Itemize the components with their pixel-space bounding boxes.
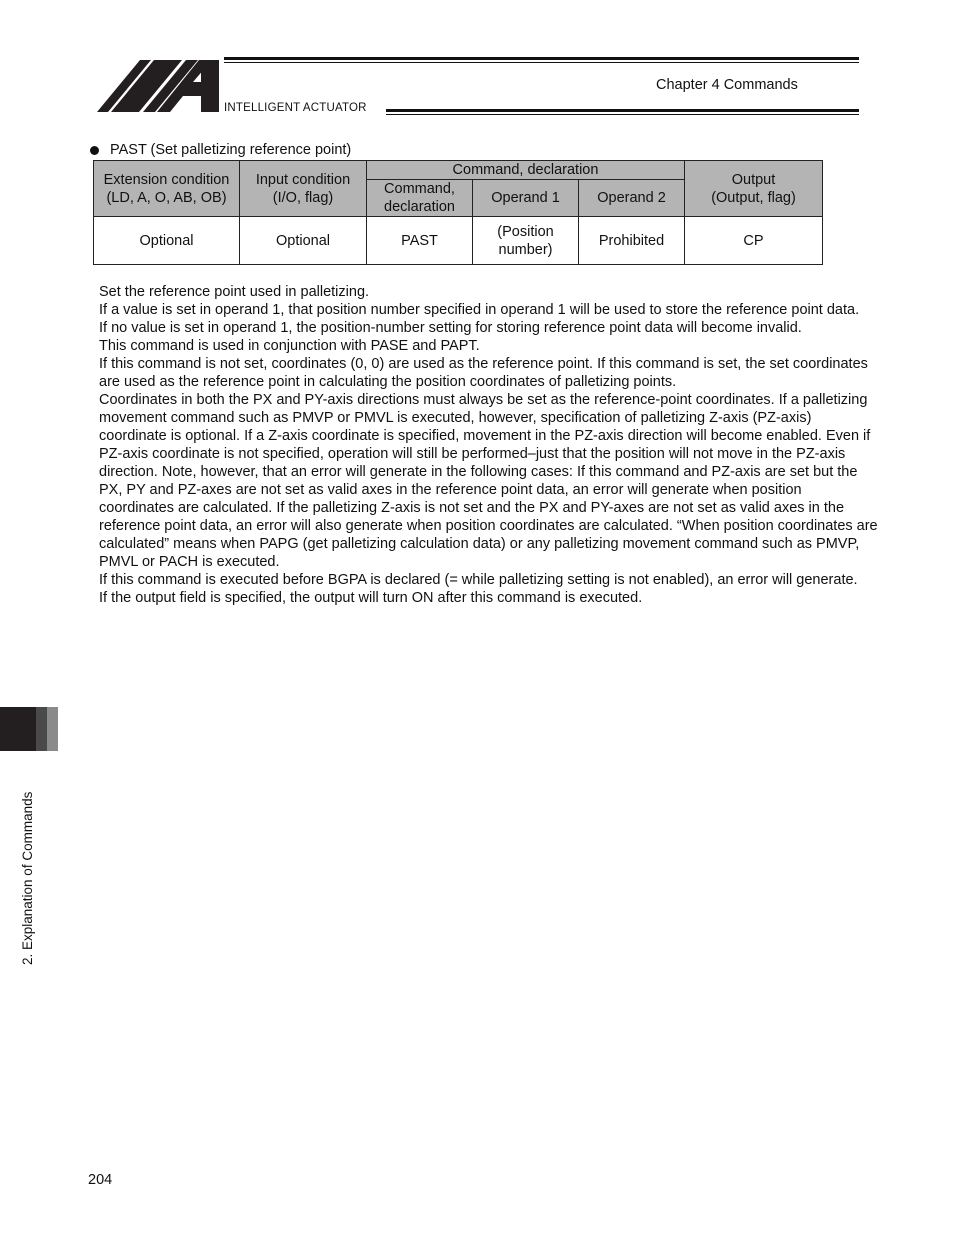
header-input-condition: Input condition (I/O, flag) [240,161,367,217]
cell-operand-2: Prohibited [579,217,685,265]
brand-name: INTELLIGENT ACTUATOR [224,102,367,114]
sidebar-section-label: 2. Explanation of Commands [20,791,35,965]
header-operand-2: Operand 2 [579,180,685,217]
description-paragraph: If no value is set in operand 1, the position-number setting for storing reference point data will become invalid. [99,320,802,336]
description-paragraph: This command is used in conjunction with PASE and PAPT. [99,338,480,354]
description-paragraph: Set the reference point used in palletizing. [99,284,370,300]
command-table [93,160,823,265]
section-heading [90,142,351,158]
header-extension-condition: Extension condition (LD, A, O, AB, OB) [94,161,240,217]
section-title: PAST (Set palletizing reference point) [110,142,352,158]
cell-output: CP [685,217,823,265]
cell-input: Optional [240,217,367,265]
header-rule-thin [224,62,859,63]
header-operand-1: Operand 1 [473,180,579,217]
description-paragraph: If a value is set in operand 1, that position number specified in operand 1 will be used to store the reference point data. [99,302,860,318]
description-paragraph: Coordinates in both the PX and PY-axis directions must always be set as the reference-point coordinates. If a palletizing movement command such as PMVP or PMVL is executed, however, specification of palletizing Z-axis (PZ-axis) coordinate is optional. If a Z-axis coordinate is specified, movement in the PZ-axis direction will become enabled. Even if PZ-axis coordinate is not specified, operation will still be performed–just that the position will not move in the PZ-axis direction. Note, however, that an error will generate in the following cases: If this command and PZ-axis are set but the PX, PY and PZ-axes are not set as valid axes in the reference point data, an error will generate when position coordinates are calculated. If the palletizing Z-axis is not set and the PX and PY-axes are not set as valid axes in the reference point data, an error will also generate when position coordinates are calculated. “When position coordinates are calculated” means when PAPG (get palletizing calculation data) or any palletizing movement command such as PMVP, PMVL or PACH is executed. [99,392,878,570]
page-number: 204 [88,1172,113,1188]
header-rule-lower [386,109,859,112]
cell-command: PAST [367,217,473,265]
description-paragraph: If the output field is specified, the output will turn ON after this command is executed. [99,590,643,606]
chapter-tab-marker [0,707,58,751]
header-output: Output (Output, flag) [685,161,823,217]
bullet-icon [90,146,99,155]
header-rule-lower-thin [386,114,859,115]
chapter-title: Chapter 4 Commands [656,77,798,93]
description-paragraph: If this command is executed before BGPA is declared (= while palletizing setting is not enabled), an error will generate. [99,572,858,588]
header-rule [224,57,859,60]
cell-extension: Optional [94,217,240,265]
cell-operand-1: (Position number) [473,217,579,265]
iai-logo-icon [97,60,219,112]
description [99,283,879,607]
header-command-group: Command, declaration [367,161,685,180]
header-command: Command, declaration [367,180,473,217]
description-paragraph: If this command is not set, coordinates (0, 0) are used as the reference point. If this command is set, the set coordinates are used as the reference point in calculating the position coordinates of palletizing points. [99,356,868,390]
